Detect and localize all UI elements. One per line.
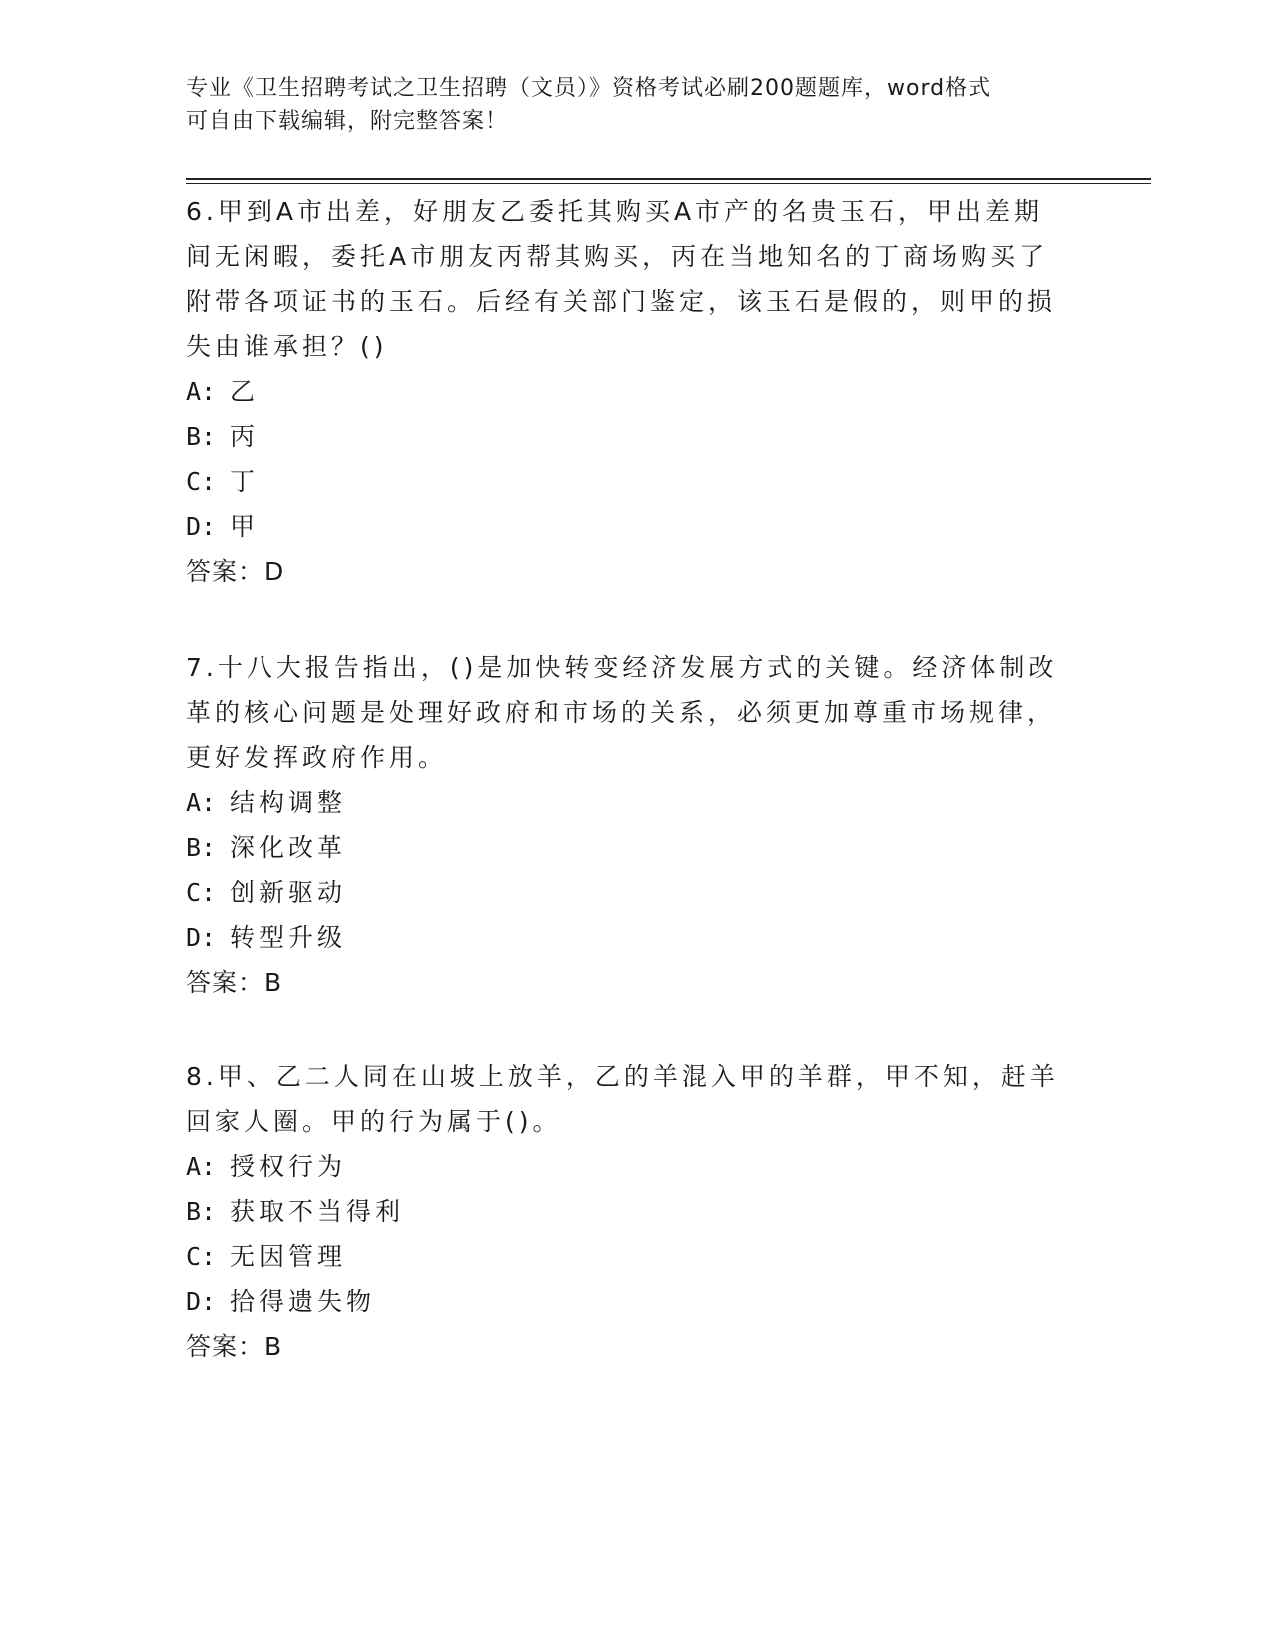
option-key: C: [186,467,217,496]
option-d [186,915,1066,960]
option-key: D: [186,512,217,541]
stem-line: 失由谁承担？() [186,332,388,361]
option-text: 丙 [230,422,260,451]
stem-line: 更好发挥政府作用。 [186,743,448,772]
option-key: B: [186,833,217,862]
option-text: 丁 [230,467,260,496]
option-a [186,780,1066,825]
answer-line: 答案：B [186,1332,283,1361]
option-text: 获取不当得利 [230,1197,405,1226]
option-text: 结构调整 [230,788,347,817]
option-c [186,870,1066,915]
question-7 [186,645,1066,1005]
stem-line: 附带各项证书的玉石。后经有关部门鉴定，该玉石是假的，则甲的损 [186,287,1057,316]
option-key: C: [186,1242,217,1271]
option-b [186,1189,1066,1234]
document-header [186,72,1066,138]
header-divider-thick [186,178,1151,180]
option-key: D: [186,1287,217,1316]
option-d [186,1279,1066,1324]
stem-line: 革的核心问题是处理好政府和市场的关系，必须更加尊重市场规律， [186,698,1057,727]
option-key: B: [186,1197,217,1226]
header-line-2: 可自由下载编辑，附完整答案！ [186,109,509,134]
question-stem [186,645,1066,780]
stem-line: 回家人圈。甲的行为属于()。 [186,1107,562,1136]
option-text: 甲 [230,512,260,541]
option-c [186,1234,1066,1279]
stem-line: 6.甲到A市出差，好朋友乙委托其购买A市产的名贵玉石，甲出差期 [186,197,1044,226]
option-key: A: [186,377,217,406]
option-b [186,414,1066,459]
option-c [186,459,1066,504]
answer-line: 答案：B [186,968,283,997]
stem-line: 8.甲、乙二人同在山坡上放羊，乙的羊混入甲的羊群，甲不知，赶羊 [186,1062,1059,1091]
option-d [186,504,1066,549]
option-text: 授权行为 [230,1152,347,1181]
option-text: 无因管理 [230,1242,347,1271]
option-key: D: [186,923,217,952]
option-key: B: [186,422,217,451]
option-text: 深化改革 [230,833,347,862]
option-text: 拾得遗失物 [230,1287,376,1316]
option-text: 转型升级 [230,923,347,952]
question-6 [186,189,1066,594]
stem-line: 间无闲暇，委托A市朋友丙帮其购买，丙在当地知名的丁商场购买了 [186,242,1049,271]
question-stem [186,1054,1066,1144]
header-divider-thin [186,183,1151,184]
option-b [186,825,1066,870]
header-line-1: 专业《卫生招聘考试之卫生招聘（文员）》资格考试必刷200题题库，word格式 [186,76,992,101]
option-key: A: [186,1152,217,1181]
option-key: C: [186,878,217,907]
answer-line: 答案：D [186,557,285,586]
option-key: A: [186,788,217,817]
option-text: 乙 [230,377,260,406]
option-text: 创新驱动 [230,878,347,907]
question-stem [186,189,1066,369]
option-a [186,369,1066,414]
option-a [186,1144,1066,1189]
question-8 [186,1054,1066,1369]
stem-line: 7.十八大报告指出，()是加快转变经济发展方式的关键。经济体制改 [186,653,1058,682]
